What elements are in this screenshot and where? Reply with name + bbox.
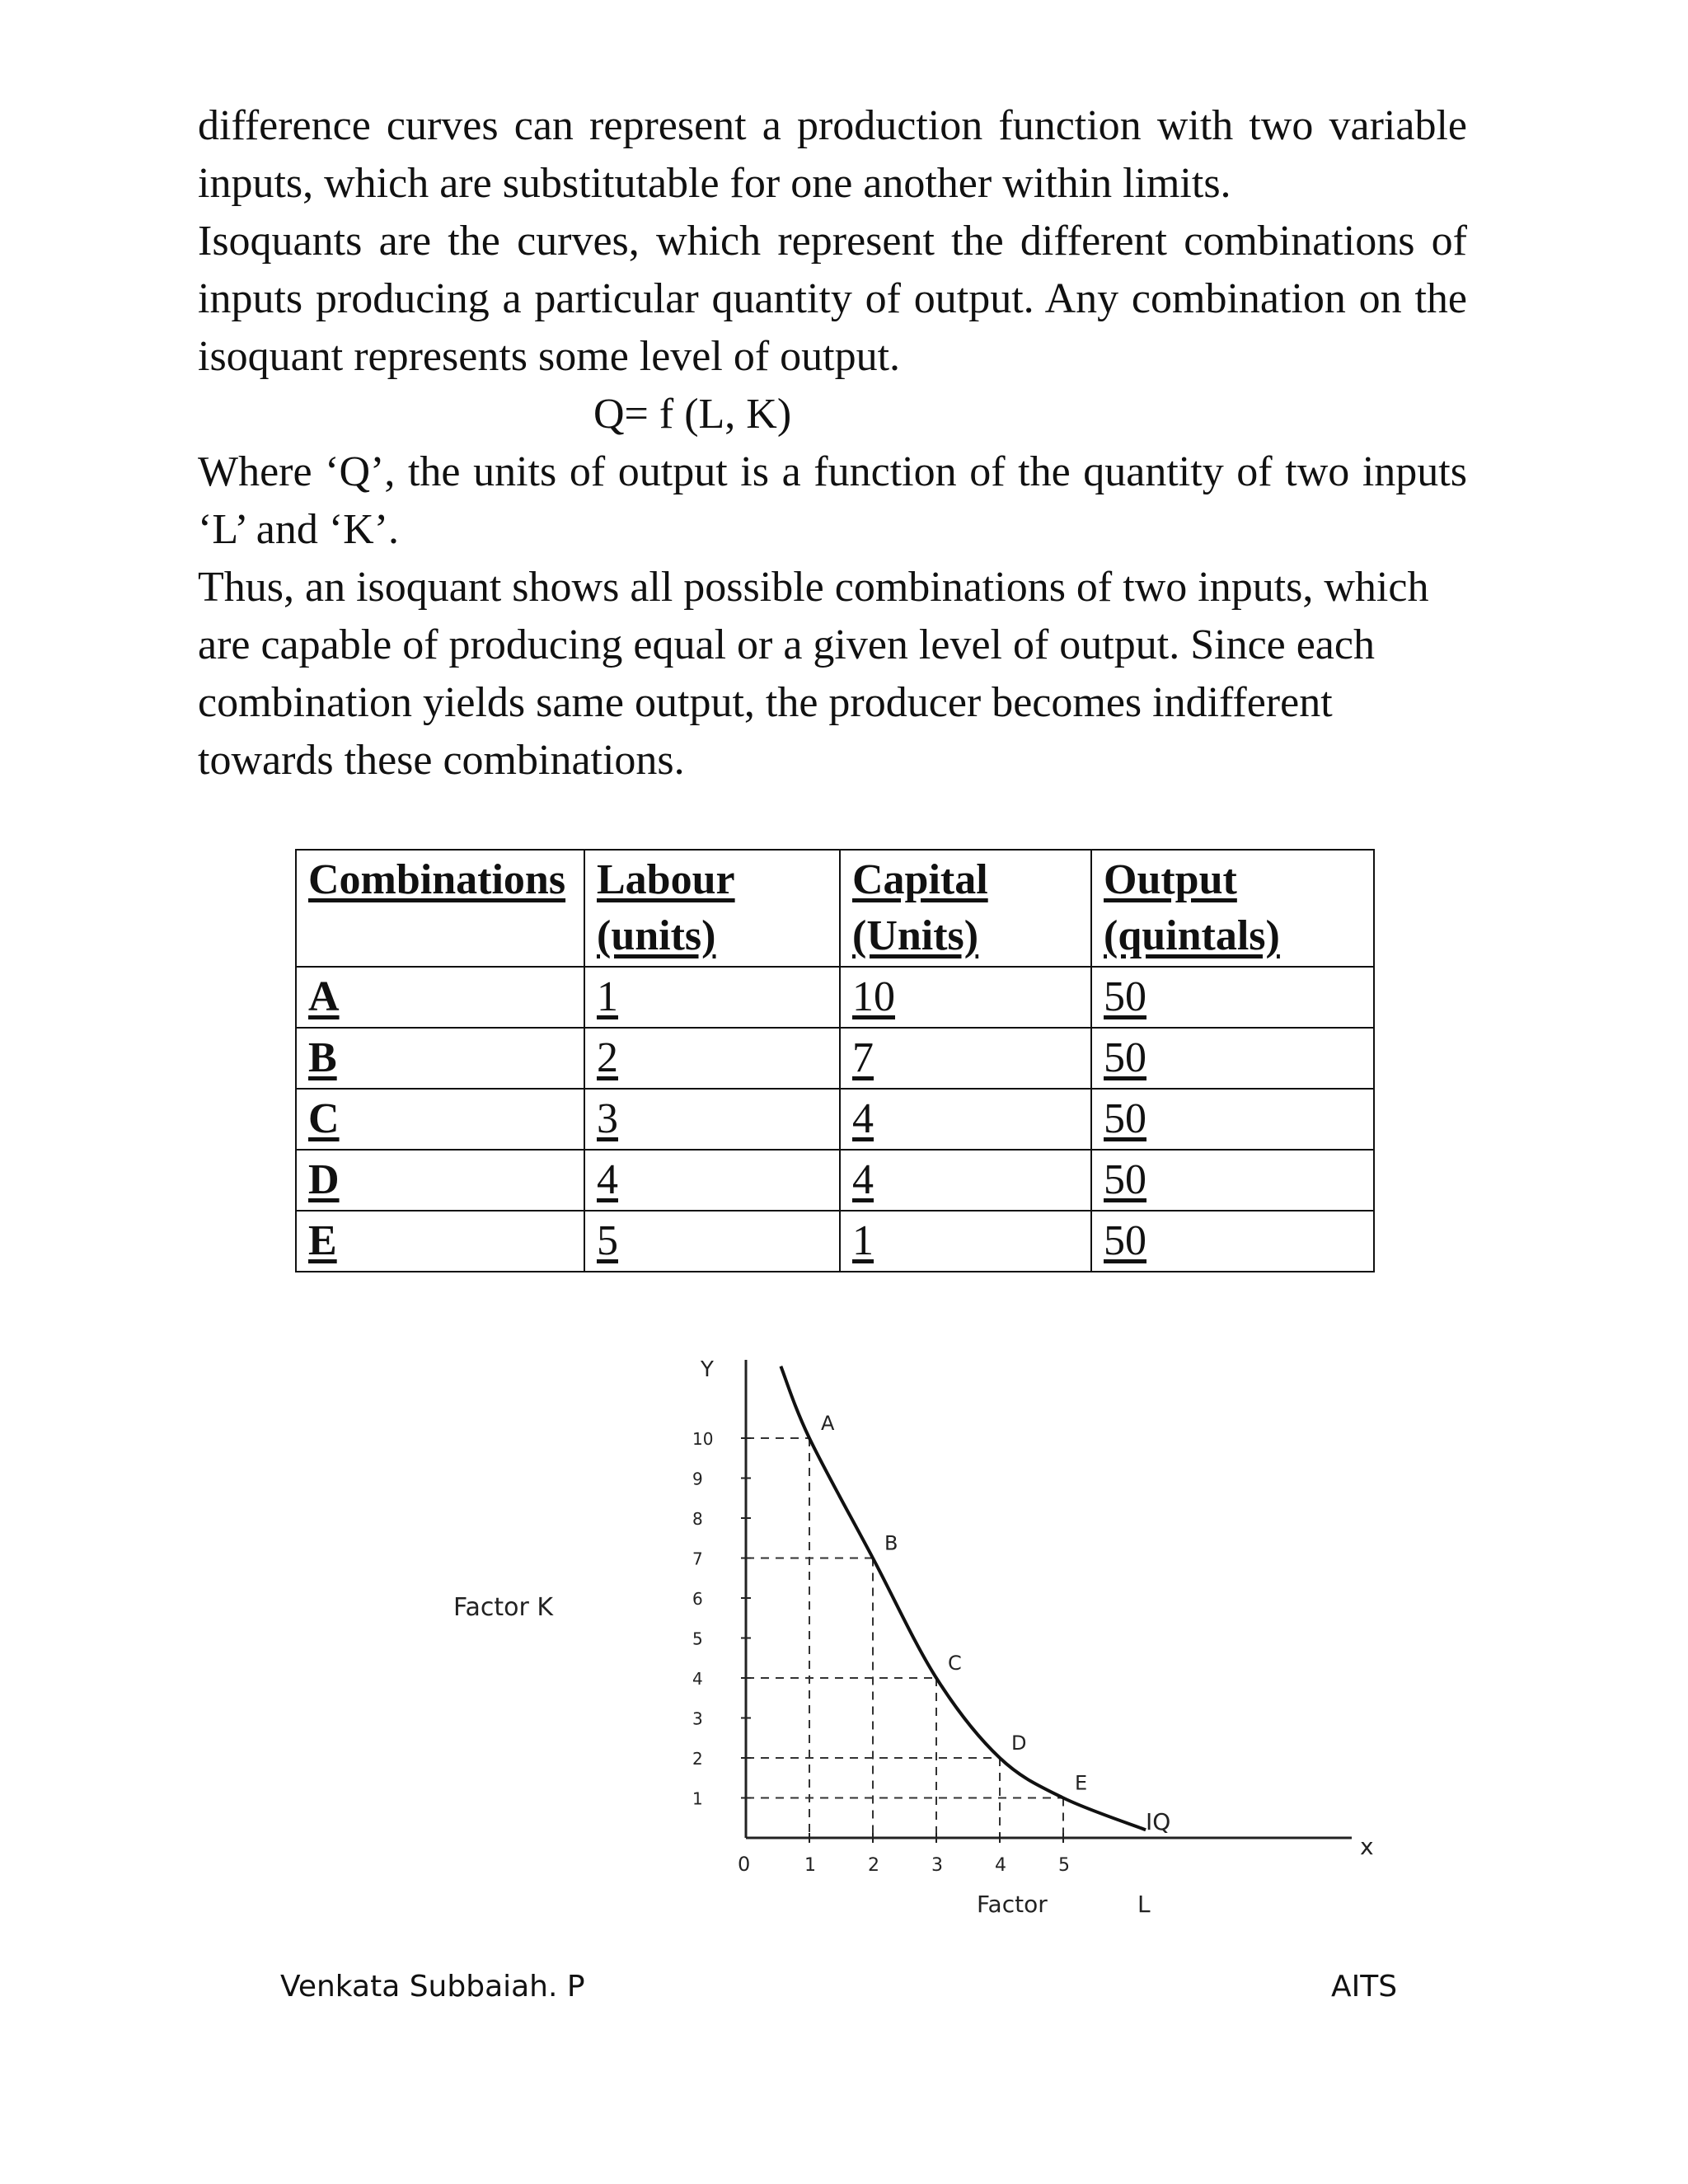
row-label: D bbox=[296, 1150, 584, 1211]
row-label: E bbox=[296, 1211, 584, 1272]
y-tick-label: 1 bbox=[692, 1788, 703, 1809]
row-label: B bbox=[296, 1028, 584, 1089]
capital-cell: 10 bbox=[840, 967, 1091, 1028]
production-function-formula: Q= f (L, K) bbox=[593, 391, 792, 438]
guide-lines bbox=[746, 1438, 1063, 1838]
capital-cell: 1 bbox=[840, 1211, 1091, 1272]
paragraph-intro: difference curves can represent a production function with two variable inputs, which are substitutable for one another within limits. bbox=[198, 102, 1467, 207]
row-label: C bbox=[296, 1089, 584, 1150]
paragraph-thus: Thus, an isoquant shows all possible combinations of two inputs, which are capable of producing equal or a given level of output. Since each combination yields same output, the producer becomes indifferent towards these combinations. bbox=[198, 564, 1429, 784]
point-labels bbox=[821, 1412, 1087, 1795]
paragraph-where: Where ‘Q’, the units of output is a function of the quantity of two inputs ‘L’ and ‘K’. bbox=[198, 448, 1467, 553]
x-axis-title-letter: L bbox=[1137, 1891, 1151, 1918]
header-combinations: Combinations bbox=[296, 850, 584, 967]
header-labour: Labour (units) bbox=[584, 850, 840, 967]
x-tick-label: 3 bbox=[931, 1855, 943, 1876]
labour-cell: 4 bbox=[584, 1150, 840, 1211]
capital-cell: 4 bbox=[840, 1150, 1091, 1211]
point-label-e: E bbox=[1075, 1771, 1088, 1795]
output-cell: 50 bbox=[1091, 1150, 1374, 1211]
point-label-c: C bbox=[948, 1652, 962, 1675]
point-label-a: A bbox=[821, 1412, 835, 1435]
x-tick-label: 2 bbox=[868, 1855, 879, 1876]
combinations-table bbox=[295, 849, 1375, 1272]
x-tick-label: 4 bbox=[995, 1855, 1006, 1876]
capital-cell: 4 bbox=[840, 1089, 1091, 1150]
y-tick-label: 9 bbox=[692, 1469, 703, 1489]
y-tick-label: 3 bbox=[692, 1708, 703, 1729]
output-cell: 50 bbox=[1091, 1211, 1374, 1272]
origin-label: 0 bbox=[738, 1853, 751, 1876]
output-cell: 50 bbox=[1091, 1028, 1374, 1089]
y-axis-label: Y bbox=[701, 1357, 714, 1382]
point-label-d: D bbox=[1011, 1732, 1027, 1755]
y-tick-label: 5 bbox=[692, 1629, 703, 1649]
table-row bbox=[296, 1211, 1374, 1272]
y-tick-label: 4 bbox=[692, 1669, 703, 1689]
header-capital: Capital (Units) bbox=[840, 850, 1091, 967]
table-row bbox=[296, 967, 1374, 1028]
output-cell: 50 bbox=[1091, 1089, 1374, 1150]
footer-author: Venkata Subbaiah. P bbox=[280, 1970, 585, 2004]
x-tick-label: 1 bbox=[804, 1855, 816, 1876]
table-row bbox=[296, 1089, 1374, 1150]
point-label-b: B bbox=[884, 1531, 898, 1555]
y-axis-title: Factor K bbox=[453, 1593, 554, 1622]
y-tick-label: 8 bbox=[692, 1509, 703, 1529]
output-cell: 50 bbox=[1091, 967, 1374, 1028]
header-output: Output (quintals) bbox=[1091, 850, 1374, 967]
labour-cell: 3 bbox=[584, 1089, 840, 1150]
curve-label: IQ bbox=[1146, 1808, 1171, 1835]
y-tick-label: 6 bbox=[692, 1589, 703, 1609]
table-row bbox=[296, 1150, 1374, 1211]
table-header-row bbox=[296, 850, 1374, 967]
x-axis-title-word: Factor bbox=[977, 1891, 1048, 1918]
x-tick-label: 5 bbox=[1058, 1855, 1070, 1876]
body-text bbox=[198, 97, 1467, 790]
capital-cell: 7 bbox=[840, 1028, 1091, 1089]
y-tick-label: 2 bbox=[692, 1749, 703, 1769]
row-label: A bbox=[296, 967, 584, 1028]
footer-institution: AITS bbox=[1331, 1970, 1398, 2004]
labour-cell: 1 bbox=[584, 967, 840, 1028]
y-tick-label: 7 bbox=[692, 1549, 703, 1569]
labour-cell: 5 bbox=[584, 1211, 840, 1272]
table-row bbox=[296, 1028, 1374, 1089]
isoquant-curve bbox=[781, 1366, 1146, 1830]
axis-ticks bbox=[692, 1429, 1070, 1876]
x-axis-label: x bbox=[1360, 1833, 1374, 1860]
isoquant-figure bbox=[0, 1286, 1688, 1929]
paragraph-isoquant-definition: Isoquants are the curves, which represent the different combinations of inputs producing a particular quantity of output. Any combination on the isoquant represents some level of output. bbox=[198, 218, 1467, 380]
y-tick-label: 10 bbox=[692, 1429, 714, 1449]
labour-cell: 2 bbox=[584, 1028, 840, 1089]
